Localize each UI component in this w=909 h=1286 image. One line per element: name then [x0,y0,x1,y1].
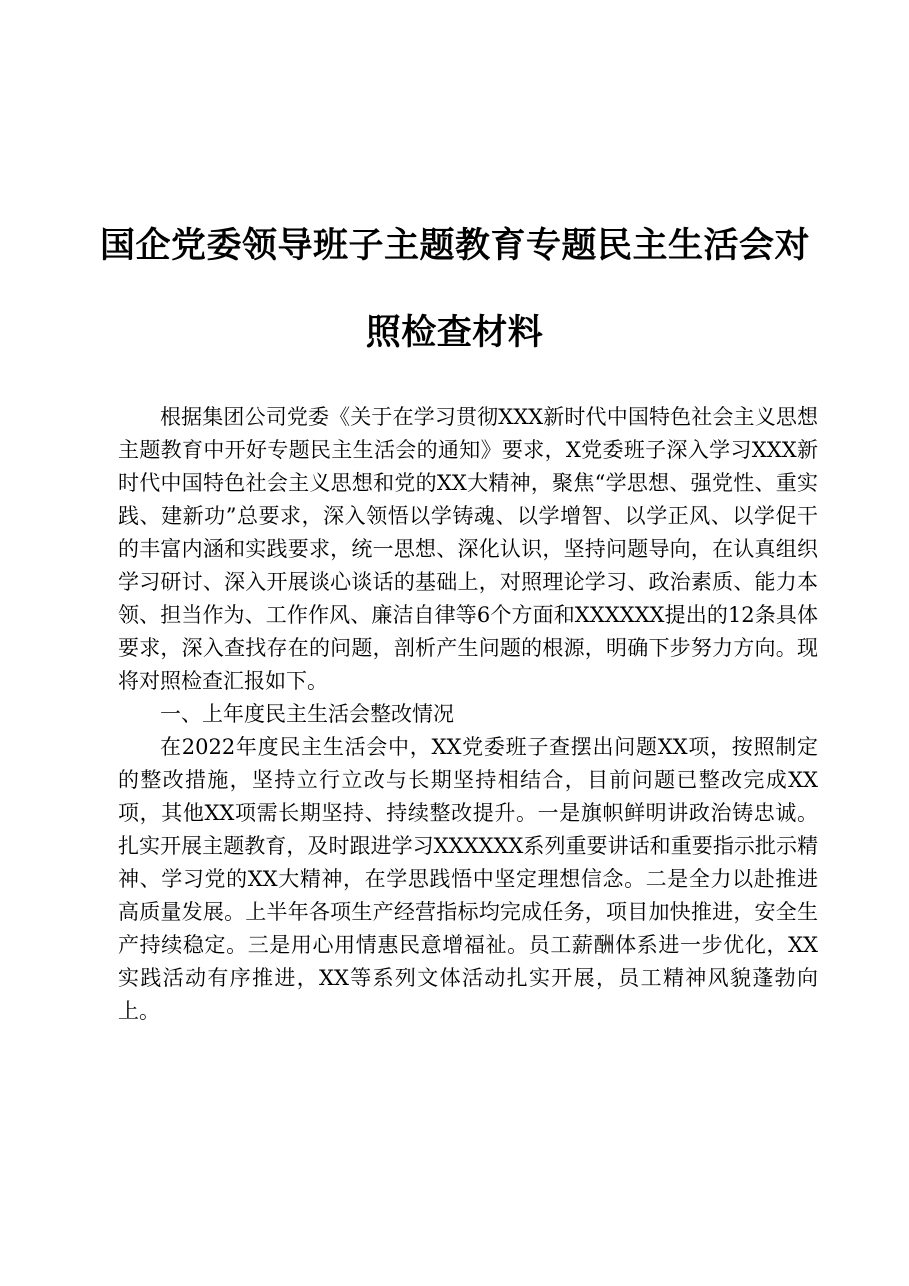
document-title [100,202,809,376]
title-line-1: 国企党委领导班子主题教育专题民主生活会对 [100,225,811,266]
title-line-2: 照检查材料 [365,312,544,353]
document-body [118,401,818,1028]
section-1-paragraph: 在2022年度民主生活会中，XX党委班子查摆出问题XX项，按照制定的整改措施，坚持立行立改与长期坚持相结合，目前问题已整改完成XX项，其他XX项需长期坚持、持续整改提升。一是旗帜鲜明讲政治铸忠诚。扎实开展主题教育，及时跟进学习XXXXXX系列重要讲话和重要指示批示精神、学习党的XX大精神，在学思践悟中坚定理想信念。二是全力以赴推进高质量发展。上半年各项生产经营指标均完成任务，项目加快推进，安全生产持续稳定。三是用心用情惠民意增福祉。员工薪酬体系进一步优化，XX实践活动有序推进，XX等系列文体活动扎实开展，员工精神风貌蓬勃向上。 [118,735,818,1023]
section-1-heading: 一、上年度民主生活会整改情况 [160,702,454,726]
intro-paragraph: 根据集团公司党委《关于在学习贯彻XXX新时代中国特色社会主义思想主题教育中开好专题民主生活会的通知》要求，X党委班子深入学习XXX新时代中国特色社会主义思想和党的XX大精神，聚焦“学思想、强党性、重实践、建新功”总要求，深入领悟以学铸魂、以学增智、以学正风、以学促干的丰富内涵和实践要求，统一思想、深化认识，坚持问题导向，在认真组织学习研讨、深入开展谈心谈话的基础上，对照理论学习、政治素质、能力本领、担当作为、工作作风、廉洁自律等6个方面和XXXXXX提出的12条具体要求，深入查找存在的问题，剖析产生问题的根源，明确下步努力方向。现将对照检查汇报如下。 [118,405,818,693]
